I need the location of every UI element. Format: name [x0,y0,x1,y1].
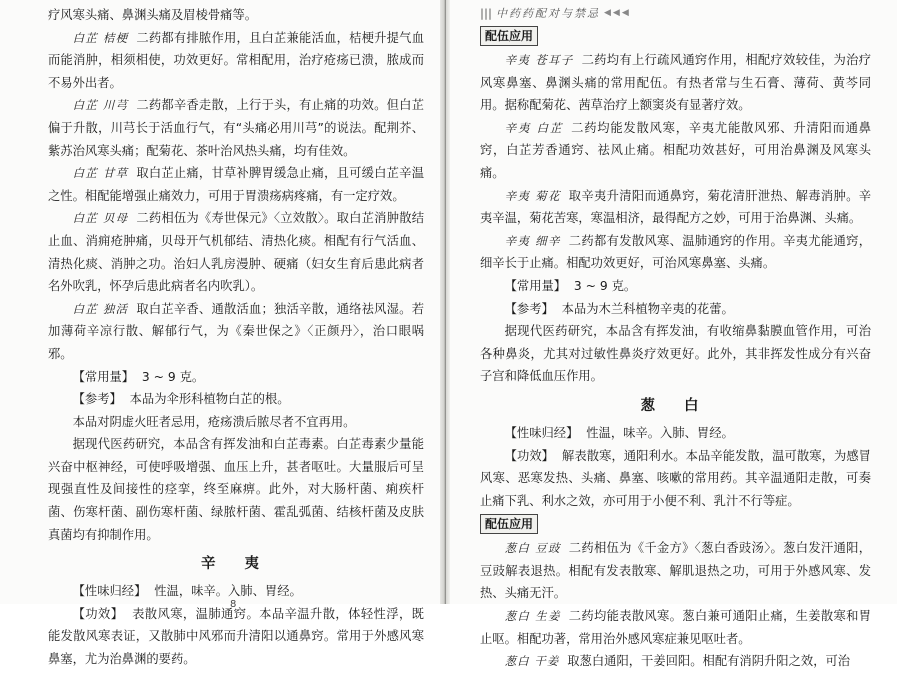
book-spine [440,0,450,604]
paragraph: 疗风寒头痛、鼻渊头痛及眉棱骨痛等。 [48,8,258,22]
pair-text: 二药均能表散风寒。葱白兼可通阳止痛，生姜散寒和胃止呕。相配功著，常用治外感风寒症兼见呕吐者。 [480,609,871,646]
herb-pair-label: 辛夷 菊花 [504,188,561,203]
pair-text: 取辛夷升清阳而通鼻窍，菊花清肝泄热、解毒消肿。辛夷辛温，菊花苦寒，寒温相济，最得配方之妙，可用于治鼻渊、头痛。 [480,188,871,226]
effect-line [480,445,871,513]
nature-label: 【性味归经】 [504,425,579,440]
nature-text: 性温，味辛。入肺、胃经。 [586,425,734,440]
dosage-label: 【常用量】 [72,369,135,384]
dosage-value: 3 ~ 9 克。 [141,369,205,384]
pair-entry [48,27,424,95]
herb-pair-label: 葱白 豆豉 [504,541,561,556]
pair-entry [480,185,871,230]
effect-label: 【功效】 [72,606,124,621]
herb-pair-label: 白芷 桔梗 [72,30,129,45]
herb-pair-label: 白芷 贝母 [72,211,129,226]
pair-entry [48,298,424,366]
pair-text: 二药均能发散风寒，辛夷尤能散风邪、升清阳而通鼻窍，白芷芳香通窍、祛风止痛。相配功效甚好，可用治鼻渊及风寒头痛。 [480,120,871,180]
reference-line [48,388,424,411]
pair-text: 二药都有发散风寒、温肺通窍的作用。辛夷尤能通窍，细辛长于止痛。相配功效更好，可治风寒鼻塞、头痛。 [480,233,871,271]
pair-entry [480,117,871,185]
pair-text: 二药相伍为《千金方》〈葱白香豉汤〉。葱白发汗通阳，豆豉解表退热。相配有发表散寒、解肌退热之功，可用于外感风寒、发热、头痛无汗。 [480,541,872,601]
pair-text: 取白芷止痛，甘草补脾胃缓急止痛，且可缓白芷辛温之性。相配能增强止痛效力，可用于胃溃疡病疼痛，有一定疗效。 [48,166,424,203]
running-header [480,2,871,24]
herb-pair-label: 白芷 甘草 [72,166,129,181]
pair-text: 二药相伍为《寿世保元》〈立效散〉。取白芷消肿散结止血、消痈疮肿痛，贝母开气机郁结、清热化痰。相配有行气活血、清热化痰、消肿之功。治妇人乳房漫肿、硬痛（妇女生育后患此病者名外吹乳，怀孕后患此病者名内吹乳）。 [48,211,425,294]
pair-entry [480,650,871,673]
page-number: 8 [230,599,237,610]
herb-pair-label: 葱白 生姜 [504,609,561,624]
research-paragraph: 据现代医药研究，本品含有挥发油，有收缩鼻黏膜血管作用，可治各种鼻炎，尤其对过敏性鼻炎疗效更好。此外，其非挥发性成分有兴奋子宫和降低血压作用。 [480,324,871,384]
dosage-value: 3 ~ 9 克。 [573,278,637,293]
header-bars-icon: ||| [480,6,493,20]
pair-entry [48,207,424,297]
herb-pair-label: 白芷 独活 [72,301,129,316]
herb-title: 葱 白 [640,396,711,414]
dosage-label: 【常用量】 [504,278,567,293]
pair-entry [480,537,871,605]
pair-text: 二药都辛香走散，上行于头，有止痛的功效。但白芷偏于升散，川芎长于活血行气，有“头痛必用川芎”的说法。配荆芥、紫苏治风寒头痛；配菊花、茶叶治风热头痛，均有佳效。 [48,98,424,158]
header-arrows-icon: ◀◀◀ [604,8,631,18]
effect-line [48,603,424,671]
pair-entry [480,605,871,650]
herb-title: 辛 夷 [200,555,272,573]
pair-text: 二药均有上行疏风通窍作用，相配疗效较佳，为治疗风寒鼻塞、鼻渊头痛的常用配伍。有热者常与生石膏、薄荷、黄芩同用。据称配菊花、茜草治疗上额窦炎有显著疗效。 [480,53,871,113]
reference-text: 本品为木兰科植物辛夷的花蕾。 [561,301,734,316]
reference-label: 【参考】 [504,301,554,316]
reference-text: 本品为伞形科植物白芷的根。 [129,392,290,407]
running-header-text: 中药药配对与禁忌 [496,7,601,20]
section-heading: 配伍应用 [480,26,538,46]
dosage-line [48,366,424,389]
nature-text: 性温，味辛。入肺、胃经。 [154,584,302,599]
pair-entry [48,94,424,162]
effect-text: 解表散寒，通阳利水。本品辛能发散，温可散寒，为感冒风寒、恶寒发热、头痛、鼻塞、咳嗽的常用药。其辛温通阳走散，可奏止痛下乳、利水之效，亦可用于小便不利、乳汁不行等症。 [480,448,871,508]
section-heading: 配伍应用 [480,514,538,534]
pair-entry [480,49,871,117]
pair-text: 取白芷辛香、通散活血；独活辛散，通络祛风湿。若加薄荷辛凉行散、解郁行气，为《秦世保之》〈正颜丹〉，治口眼㖞邪。 [48,301,424,361]
pair-text: 取葱白通阳，干姜回阳。相配有消阴升阳之效，可治 [567,654,851,669]
right-page [450,0,897,669]
caution-paragraph: 本品对阴虚火旺者忌用，疮疡溃后脓尽者不宜再用。 [72,414,356,429]
herb-pair-label: 辛夷 苍耳子 [504,53,574,67]
pair-text: 二药都有排脓作用，且白芷兼能活血，桔梗升提气血而能消肿，相须相使，功效更好。常相配用，治疗疮疡已溃，脓成而不易外出者。 [48,30,424,90]
pair-entry [48,162,424,207]
pair-entry [480,230,871,275]
dosage-line [480,275,871,298]
herb-pair-label: 白芷 川芎 [72,98,129,113]
effect-text: 表散风寒，温肺通窍。本品辛温升散，体轻性浮，既能发散风寒表证，又散肺中风邪而升清阳以通鼻窍。常用于外感风寒鼻塞，尤为治鼻渊的要药。 [48,606,424,667]
reference-label: 【参考】 [72,392,122,407]
reference-line [480,298,871,321]
herb-pair-label: 辛夷 细辛 [504,233,561,248]
left-page [0,0,440,667]
herb-pair-label: 辛夷 白芷 [504,120,564,135]
nature-label: 【性味归经】 [72,584,147,599]
effect-label: 【功效】 [504,448,555,463]
herb-pair-label: 葱白 干姜 [504,654,560,669]
research-paragraph: 据现代医药研究，本品含有挥发油和白芷毒素。白芷毒素少量能兴奋中枢神经，可使呼吸增强、血压上升，甚者呕吐。大量服后可呈现强直性及间接性的痉挛，终至麻痹。此外，对大肠杆菌、痢疾杆菌、伤寒杆菌、副伤寒杆菌、绿脓杆菌、霍乱弧菌、结核杆菌及皮肤真菌均有抑制作用。 [48,437,424,542]
nature-line [480,422,871,445]
